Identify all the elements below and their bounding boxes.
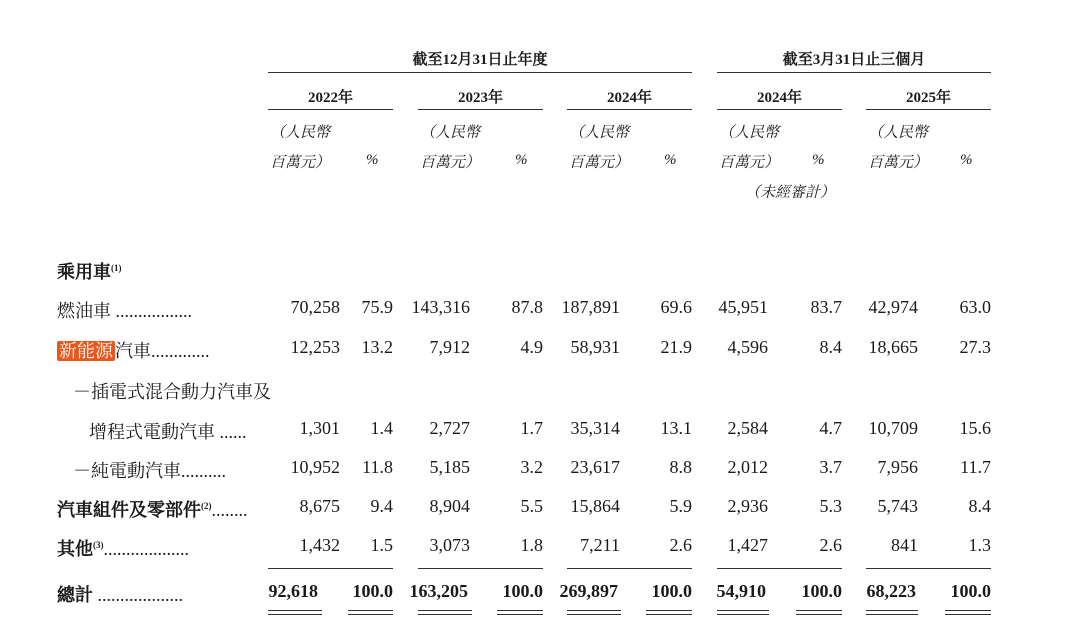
total-double-rule bbox=[945, 610, 991, 615]
cell-value: 1,301 bbox=[299, 418, 340, 438]
cell-pct: 1.5 bbox=[370, 535, 393, 555]
cell-value: 8,904 bbox=[429, 496, 470, 516]
year-rule-2024-q1 bbox=[717, 109, 842, 110]
cell-pct: 13.2 bbox=[361, 337, 393, 357]
row-label-text: 汽車 bbox=[115, 341, 151, 361]
cell-pct: 8.4 bbox=[968, 496, 991, 516]
unit-label-2024-line2: 百萬元） bbox=[569, 155, 630, 171]
unit-label-2023-line1: （人民幣 bbox=[420, 125, 481, 141]
cell-pct: 3.7 bbox=[819, 457, 842, 477]
cell-pct: 4.7 bbox=[819, 418, 842, 438]
cell-pct: 11.7 bbox=[960, 457, 991, 477]
total-double-rule bbox=[418, 610, 472, 615]
row-label-fuel-vehicles bbox=[57, 297, 192, 323]
row-label-new-energy-vehicles bbox=[57, 337, 210, 363]
cell-pct: 1.4 bbox=[370, 418, 393, 438]
header-group1-rule bbox=[268, 72, 692, 73]
cell-pct: 15.6 bbox=[959, 418, 991, 438]
unaudited-label: （未經審計） bbox=[745, 185, 836, 201]
row-leader: ................. bbox=[111, 301, 192, 321]
unit-label-2025q1-line1: （人民幣 bbox=[868, 125, 929, 141]
cell-pct: 8.4 bbox=[819, 337, 842, 357]
cell-value: 2,584 bbox=[727, 418, 768, 438]
row-label-text: 增程式電動汽車 bbox=[89, 422, 215, 442]
cell-pct: 100.0 bbox=[651, 581, 692, 601]
cell-pct: 1.3 bbox=[968, 535, 991, 555]
cell-pct: 69.6 bbox=[660, 297, 692, 317]
cell-value: 269,897 bbox=[559, 581, 618, 601]
pct-label-2023: % bbox=[515, 152, 528, 168]
cell-value: 4,596 bbox=[727, 337, 768, 357]
unit-label-2025q1-line2: 百萬元） bbox=[868, 155, 929, 171]
cell-pct: 100.0 bbox=[352, 581, 393, 601]
total-double-rule bbox=[866, 610, 918, 615]
cell-value: 5,743 bbox=[877, 496, 918, 516]
cell-pct: 100.0 bbox=[502, 581, 543, 601]
cell-value: 2,727 bbox=[429, 418, 470, 438]
cell-value: 7,211 bbox=[580, 535, 620, 555]
cell-pct: 5.5 bbox=[520, 496, 543, 516]
cell-value: 35,314 bbox=[570, 418, 620, 438]
cell-pct: 8.8 bbox=[669, 457, 692, 477]
cell-pct: 63.0 bbox=[959, 297, 991, 317]
cell-value: 3,073 bbox=[429, 535, 470, 555]
cell-value: 18,665 bbox=[868, 337, 918, 357]
cell-value: 10,952 bbox=[290, 457, 340, 477]
year-rule-2024 bbox=[567, 109, 692, 110]
cell-pct: 75.9 bbox=[361, 297, 393, 317]
unit-label-2023-line2: 百萬元） bbox=[420, 155, 481, 171]
pct-label-2024: % bbox=[664, 152, 677, 168]
year-rule-2025-q1 bbox=[866, 109, 991, 110]
row-label-text: －純電動汽車 bbox=[73, 461, 181, 481]
total-double-rule bbox=[646, 610, 692, 615]
total-double-rule bbox=[567, 610, 621, 615]
cell-value: 163,205 bbox=[409, 581, 468, 601]
cell-value: 2,936 bbox=[727, 496, 768, 516]
unit-label-2024-line1: （人民幣 bbox=[569, 125, 630, 141]
subtotal-rule bbox=[418, 568, 543, 569]
cell-value: 7,956 bbox=[877, 457, 918, 477]
year-header-2024: 2024年 bbox=[606, 90, 652, 106]
header-group-year-ended: 截至12月31日止年度 bbox=[412, 52, 548, 68]
total-double-rule bbox=[497, 610, 543, 615]
cell-value: 45,951 bbox=[718, 297, 768, 317]
row-leader: ...... bbox=[215, 422, 247, 442]
highlight-badge: 新能源 bbox=[59, 341, 113, 361]
cell-value: 2,012 bbox=[727, 457, 768, 477]
row-leader: ................... bbox=[103, 539, 189, 559]
year-header-2025-q1: 2025年 bbox=[905, 90, 951, 106]
pct-label-2024q1: % bbox=[812, 152, 825, 168]
cell-value: 92,618 bbox=[268, 581, 318, 601]
cell-value: 10,709 bbox=[868, 418, 918, 438]
row-label-bev bbox=[73, 457, 226, 483]
cell-pct: 87.8 bbox=[511, 297, 543, 317]
year-header-2024-q1: 2024年 bbox=[756, 90, 802, 106]
cell-pct: 100.0 bbox=[801, 581, 842, 601]
row-label-components-parts bbox=[57, 496, 248, 522]
cell-value: 70,258 bbox=[290, 297, 340, 317]
section-title-passenger-cars bbox=[57, 258, 122, 284]
row-label-total bbox=[57, 581, 183, 607]
year-header-2022: 2022年 bbox=[307, 90, 353, 106]
cell-value: 12,253 bbox=[290, 337, 340, 357]
unit-label-2024q1-line1: （人民幣 bbox=[719, 125, 780, 141]
total-double-rule bbox=[717, 610, 769, 615]
header-group-three-months: 截至3月31日止三個月 bbox=[782, 52, 926, 68]
cell-value: 5,185 bbox=[429, 457, 470, 477]
cell-value: 1,427 bbox=[727, 535, 768, 555]
subtotal-rule bbox=[268, 568, 393, 569]
year-rule-2023 bbox=[418, 109, 543, 110]
row-leader: ................... bbox=[93, 585, 183, 605]
cell-pct: 100.0 bbox=[950, 581, 991, 601]
total-double-rule bbox=[796, 610, 842, 615]
cell-value: 58,931 bbox=[570, 337, 620, 357]
row-note: (2) bbox=[201, 501, 212, 511]
cell-pct: 21.9 bbox=[660, 337, 692, 357]
cell-value: 42,974 bbox=[868, 297, 918, 317]
subtotal-rule bbox=[866, 568, 991, 569]
cell-pct: 5.9 bbox=[669, 496, 692, 516]
cell-pct: 83.7 bbox=[810, 297, 842, 317]
header-group2-rule bbox=[717, 72, 991, 73]
year-rule-2022 bbox=[268, 109, 393, 110]
cell-value: 68,223 bbox=[866, 581, 916, 601]
cell-value: 1,432 bbox=[299, 535, 340, 555]
row-leader: ........ bbox=[211, 500, 248, 520]
subtotal-rule bbox=[717, 568, 842, 569]
row-label-text: 燃油車 bbox=[57, 301, 111, 321]
cell-pct: 3.2 bbox=[520, 457, 543, 477]
cell-pct: 5.3 bbox=[819, 496, 842, 516]
cell-pct: 11.8 bbox=[362, 457, 393, 477]
row-label-text: 汽車組件及零部件 bbox=[57, 500, 201, 520]
cell-pct: 4.9 bbox=[520, 337, 543, 357]
unit-label-2022-line2: 百萬元） bbox=[270, 155, 331, 171]
cell-pct: 2.6 bbox=[669, 535, 692, 555]
row-label-text: 其他 bbox=[57, 539, 93, 559]
pct-label-2025q1: % bbox=[960, 152, 973, 168]
row-leader: ............. bbox=[151, 341, 210, 361]
row-leader: .......... bbox=[181, 461, 226, 481]
cell-value: 7,912 bbox=[429, 337, 470, 357]
cell-value: 187,891 bbox=[561, 297, 620, 317]
cell-pct: 27.3 bbox=[959, 337, 991, 357]
cell-value: 54,910 bbox=[716, 581, 766, 601]
pct-label-2022: % bbox=[366, 152, 379, 168]
year-header-2023: 2023年 bbox=[457, 90, 503, 106]
row-label-text: 總計 bbox=[57, 585, 93, 605]
total-double-rule bbox=[268, 610, 322, 615]
cell-pct: 13.1 bbox=[660, 418, 692, 438]
row-label-others bbox=[57, 535, 189, 561]
total-double-rule bbox=[348, 610, 393, 615]
section-title-text: 乘用車 bbox=[57, 262, 111, 282]
cell-pct: 1.8 bbox=[520, 535, 543, 555]
cell-value: 23,617 bbox=[570, 457, 620, 477]
cell-value: 841 bbox=[891, 535, 918, 555]
row-label-phev-line1: －插電式混合動力汽車及 bbox=[73, 382, 271, 402]
row-label-phev-erev bbox=[89, 418, 247, 444]
unit-label-2024q1-line2: 百萬元） bbox=[719, 155, 780, 171]
unit-label-2022-line1: （人民幣 bbox=[270, 125, 331, 141]
cell-pct: 2.6 bbox=[819, 535, 842, 555]
cell-value: 143,316 bbox=[411, 297, 470, 317]
cell-pct: 9.4 bbox=[370, 496, 393, 516]
section-title-note: (1) bbox=[111, 263, 122, 273]
cell-value: 15,864 bbox=[570, 496, 620, 516]
cell-value: 8,675 bbox=[299, 496, 340, 516]
cell-pct: 1.7 bbox=[520, 418, 543, 438]
subtotal-rule bbox=[567, 568, 692, 569]
row-note: (3) bbox=[93, 540, 104, 550]
